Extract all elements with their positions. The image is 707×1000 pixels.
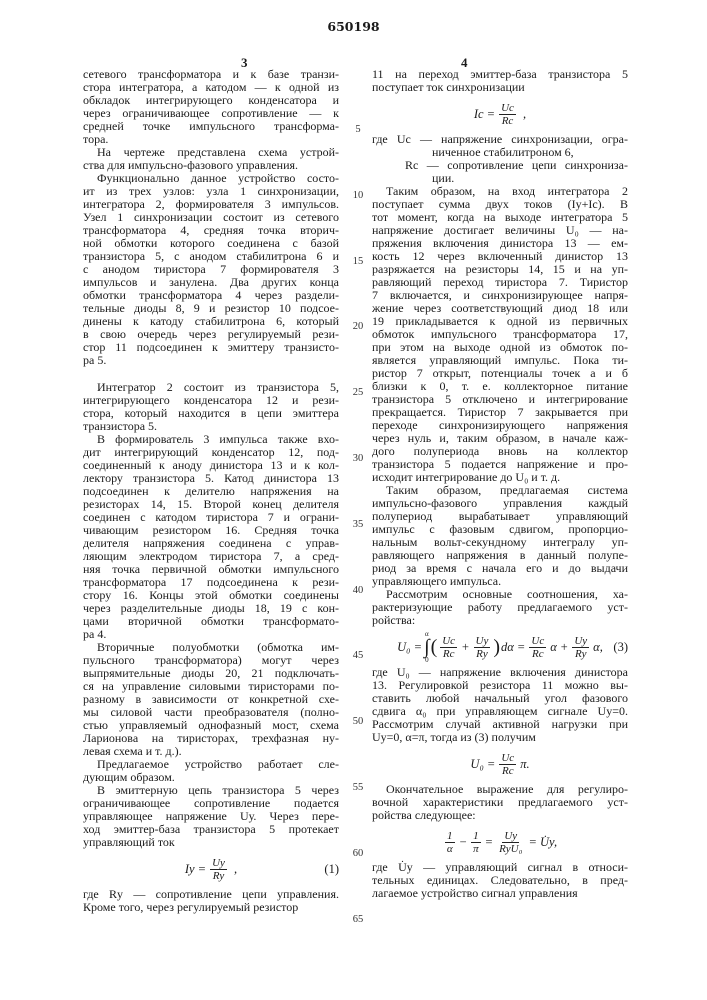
text-line: 11 на переход эмиттер-база транзистора 5 bbox=[372, 68, 628, 81]
text-line: лектору транзистора 5. Катод динистора 13 bbox=[83, 472, 339, 485]
fraction-numerator: 1 bbox=[471, 830, 481, 843]
text-line: динены к катоду стабилитрона 6, который bbox=[83, 315, 339, 328]
text-line: прекращается. Тиристор 7 закрывается при bbox=[372, 406, 628, 419]
text-paragraph bbox=[83, 758, 339, 784]
formula bbox=[83, 852, 339, 886]
text-line: Кроме того, через регулируемый резистор bbox=[83, 901, 339, 914]
formula-number: (3) bbox=[613, 641, 628, 654]
integral-sign bbox=[424, 630, 429, 664]
line-number: 45 bbox=[350, 650, 366, 661]
text-line: поступает сумма двух токов (Iу+Iс). В bbox=[372, 198, 628, 211]
text-line: Таким образом, предлагаемая система bbox=[372, 484, 628, 497]
text-line: тельных единицах. Следовательно, в пред- bbox=[372, 874, 628, 887]
fraction-denominator: Rс bbox=[530, 648, 546, 660]
text-line: обмотки трансформатора 4 через раздели- bbox=[83, 289, 339, 302]
text-line: Окончательное выражение для регулиро- bbox=[372, 783, 628, 796]
formula-number: (1) bbox=[324, 863, 339, 876]
text-line: 13. Регулировкой резистора 11 можно вы- bbox=[372, 679, 628, 692]
text-line: Рассмотрим случай активной нагрузки при bbox=[372, 718, 628, 731]
text-line: резисторах 14, 15. Второй конец делителя bbox=[83, 498, 339, 511]
line-number: 5 bbox=[350, 124, 366, 135]
formula bbox=[372, 630, 628, 664]
text-line: сетевого трансформатора и к базе транзи- bbox=[83, 68, 339, 81]
text-line: управляющего импульса. bbox=[372, 575, 628, 588]
definition-line: ции. bbox=[372, 172, 628, 185]
text-line: управляющий ток bbox=[83, 836, 339, 849]
text-line: риод за время с начала его и до выдачи bbox=[372, 562, 628, 575]
formula-paren: ) bbox=[493, 641, 500, 654]
text-paragraph bbox=[372, 588, 628, 627]
formula-text: = bbox=[485, 836, 493, 849]
text-paragraph bbox=[372, 484, 628, 588]
patent-number: 650198 bbox=[0, 19, 707, 34]
text-line: через нуль и, таким образом, в начале каж- bbox=[372, 432, 628, 445]
text-line: подсоединен к делителю напряжения на bbox=[83, 485, 339, 498]
text-line: стора интегратора, а катодом — к одной из bbox=[83, 81, 339, 94]
text-line: где U̇у — управляющий сигнал в относи- bbox=[372, 861, 628, 874]
text-line: полупериод вырабатывает управляющий bbox=[372, 510, 628, 523]
formula-fraction bbox=[471, 830, 481, 855]
line-number: 40 bbox=[350, 585, 366, 596]
formula-text: , bbox=[231, 863, 237, 876]
fraction-denominator: α bbox=[445, 843, 455, 855]
text-line: ставить любой начальный угол фазового bbox=[372, 692, 628, 705]
text-line: трансформатора 17 подсоединена к рези- bbox=[83, 576, 339, 589]
text-line: с анодом тиристора 7 формирователя 3 bbox=[83, 263, 339, 276]
text-line: ройства следующее: bbox=[372, 809, 628, 822]
text-line: Вторичные полуобмотки (обмотка им- bbox=[83, 641, 339, 654]
formula bbox=[372, 747, 628, 781]
text-line: Ларионова на тиристорах, трехфазная ну- bbox=[83, 732, 339, 745]
fraction-numerator: Uу bbox=[474, 635, 491, 648]
text-line: нальным вольт-секундному интегралу уп- bbox=[372, 536, 628, 549]
formula-text: U₀ = bbox=[397, 641, 422, 654]
fraction-denominator: RуU₀ bbox=[497, 843, 524, 855]
line-number: 20 bbox=[350, 321, 366, 332]
fraction-denominator: Rс bbox=[500, 765, 516, 777]
text-paragraph bbox=[83, 784, 339, 849]
fraction-denominator: Rс bbox=[500, 115, 516, 127]
text-line: переходе синхронизирующего напряжения bbox=[372, 419, 628, 432]
fraction-numerator: Uс bbox=[499, 102, 516, 115]
formula-fraction bbox=[497, 830, 524, 855]
text-line: вочной характеристики предлагаемого уст- bbox=[372, 796, 628, 809]
line-number: 25 bbox=[350, 387, 366, 398]
text-paragraph bbox=[83, 433, 339, 641]
text-line: делителя напряжения соединена с управ- bbox=[83, 537, 339, 550]
formula-text: U₀ = bbox=[470, 758, 495, 771]
text-line: импульс с фазовым сдвигом, пропорцио- bbox=[372, 523, 628, 536]
text-line: при этом на выходе одной из обмоток по- bbox=[372, 341, 628, 354]
fraction-denominator: Rс bbox=[441, 648, 457, 660]
text-line: обмоток импульсного трансформатора 17, bbox=[372, 328, 628, 341]
line-number: 55 bbox=[350, 782, 366, 793]
text-line: где Rу — сопротивление цепи управления. bbox=[83, 888, 339, 901]
text-line: сдвига α₀ при управляющем сигнале Uу=0. bbox=[372, 705, 628, 718]
text-line: тельные диоды 8, 9 и резистор 10 подсое- bbox=[83, 302, 339, 315]
text-line: кость 12 через включенный динистор 13 bbox=[372, 250, 628, 263]
text-paragraph bbox=[83, 381, 339, 433]
text-paragraph bbox=[372, 133, 628, 185]
fraction-numerator: 1 bbox=[445, 830, 455, 843]
text-line: трансформатора 4, средняя точка вторич- bbox=[83, 224, 339, 237]
formula-fraction bbox=[499, 102, 516, 127]
definition-line: где Uс — напряжение синхронизации, огра- bbox=[372, 133, 628, 146]
formula-text: + bbox=[461, 641, 469, 654]
text-line: 19 прикладывается к одной из первичных bbox=[372, 315, 628, 328]
text-line: близки к 0, т. е. коллекторное питание bbox=[372, 380, 628, 393]
line-number: 60 bbox=[350, 848, 366, 859]
left-column bbox=[83, 68, 339, 914]
integral-upper-limit: α bbox=[425, 630, 429, 638]
text-paragraph bbox=[83, 146, 339, 172]
formula-text: Iс = bbox=[474, 108, 495, 121]
text-line: ся на управление силовыми тиристорами по- bbox=[83, 680, 339, 693]
line-number: 65 bbox=[350, 914, 366, 925]
fraction-denominator: Rу bbox=[573, 648, 589, 660]
text-line: няя точка первичной обмотки импульсного bbox=[83, 563, 339, 576]
text-paragraph bbox=[372, 185, 628, 484]
line-number: 30 bbox=[350, 453, 366, 464]
text-line: разному в зависимости от конкретной схе- bbox=[83, 693, 339, 706]
text-line: В эмиттерную цепь транзистора 5 через bbox=[83, 784, 339, 797]
formula-text: , bbox=[520, 108, 526, 121]
fraction-numerator: Uу bbox=[572, 635, 589, 648]
integral-lower-limit: 0 bbox=[425, 656, 429, 664]
page-number-left: 3 bbox=[241, 55, 248, 71]
formula-fraction bbox=[529, 635, 546, 660]
text-line: выпрямительные диоды 20, 21 подключать- bbox=[83, 667, 339, 680]
formula-text: = U̇у, bbox=[528, 836, 557, 849]
fraction-denominator: Rу bbox=[474, 648, 490, 660]
text-line: тот момент, когда на выходе интегратора 5 bbox=[372, 211, 628, 224]
text-line: транзистора 5 отключено и интегрирование bbox=[372, 393, 628, 406]
text-line: Рассмотрим основные соотношения, ха- bbox=[372, 588, 628, 601]
formula-fraction bbox=[445, 830, 455, 855]
text-line: ляющим электродом тиристора 7, а сред- bbox=[83, 550, 339, 563]
fraction-denominator: π bbox=[471, 843, 481, 855]
line-number: 10 bbox=[350, 190, 366, 201]
text-line: средней точке импульсного трансформа- bbox=[83, 120, 339, 133]
text-line: стору 16. Концы этой обмотки соединены bbox=[83, 589, 339, 602]
formula-text: Iу = bbox=[185, 863, 206, 876]
text-line: стью управляемый однофазный мост, схема bbox=[83, 719, 339, 732]
fraction-numerator: Uс bbox=[440, 635, 457, 648]
text-paragraph bbox=[83, 888, 339, 914]
text-line: транзистора 5, с анодом стабилитрона 6 и bbox=[83, 250, 339, 263]
text-line: Таким образом, на вход интегратора 2 bbox=[372, 185, 628, 198]
text-line: Узел 1 синхронизации состоит из сетевого bbox=[83, 211, 339, 224]
text-paragraph bbox=[372, 68, 628, 94]
text-line: Интегратор 2 состоит из транзистора 5, bbox=[83, 381, 339, 394]
text-line: мы силовой части преобразователя (полно- bbox=[83, 706, 339, 719]
text-line: где U₀ — напряжение включения динистора bbox=[372, 666, 628, 679]
fraction-numerator: Uс bbox=[499, 752, 516, 765]
text-line: жение через соответствующий диод 18 или bbox=[372, 302, 628, 315]
text-line: ной обмотки которого соединена с базой bbox=[83, 237, 339, 250]
text-line: ра 5. bbox=[83, 354, 339, 367]
text-line: тора. bbox=[83, 133, 339, 146]
text-line: ройства: bbox=[372, 614, 628, 627]
text-line: в свою очередь через регулируемый рези- bbox=[83, 328, 339, 341]
text-paragraph bbox=[372, 783, 628, 822]
text-line: В формирователь 3 импульса также вхо- bbox=[83, 433, 339, 446]
text-line: ход эмиттер-база транзистора 5 протекает bbox=[83, 823, 339, 836]
line-number: 15 bbox=[350, 256, 366, 267]
text-line: На чертеже представлена схема устрой- bbox=[83, 146, 339, 159]
text-line: через разделительные диоды 18, 19 с кон- bbox=[83, 602, 339, 615]
text-line: интегратора 2, формирователя 3 импульсов. bbox=[83, 198, 339, 211]
formula-text: α, bbox=[593, 641, 603, 654]
text-line: дующим образом. bbox=[83, 771, 339, 784]
text-paragraph bbox=[83, 641, 339, 758]
text-line: пульсного трансформатора) могут через bbox=[83, 654, 339, 667]
formula bbox=[372, 825, 628, 859]
fraction-numerator: Uс bbox=[529, 635, 546, 648]
text-line: рактеризующие работу предлагаемого уст- bbox=[372, 601, 628, 614]
right-column bbox=[372, 68, 628, 900]
fraction-numerator: Uу bbox=[502, 830, 519, 843]
formula-fraction bbox=[210, 857, 227, 882]
text-line: транзистора 5 подается напряжение и про- bbox=[372, 458, 628, 471]
text-line: разряжается на резисторы 14, 15 и на уп- bbox=[372, 263, 628, 276]
definition-line: ниченное стабилитроном 6, bbox=[372, 146, 628, 159]
text-line: ристор 7 открыт, потенциалы точек а и б bbox=[372, 367, 628, 380]
text-line: равляющий переход тиристора 7. Тиристор bbox=[372, 276, 628, 289]
formula-fraction bbox=[440, 635, 457, 660]
text-line: через ограничивающее сопротивление — к bbox=[83, 107, 339, 120]
text-line: цами вторичной обмотки трансформато- bbox=[83, 615, 339, 628]
text-paragraph bbox=[372, 666, 628, 744]
text-paragraph bbox=[372, 861, 628, 900]
text-line: ра 4. bbox=[83, 628, 339, 641]
text-line: интегрирующего конденсатора 12 и рези- bbox=[83, 394, 339, 407]
text-line: импульсов и занулена. Два других конца bbox=[83, 276, 339, 289]
line-number: 50 bbox=[350, 716, 366, 727]
text-line: стор 11 подсоединен к эмиттеру транзисто- bbox=[83, 341, 339, 354]
text-line: лагаемое устройство сигнал управления bbox=[372, 887, 628, 900]
text-line: равляющего напряжения в данный полупе- bbox=[372, 549, 628, 562]
text-line: исходит интегрирование до U₀ и т. д. bbox=[372, 471, 628, 484]
text-line: соединен с катодом тиристора 7 и ограни- bbox=[83, 511, 339, 524]
line-number: 35 bbox=[350, 519, 366, 530]
text-line: является управляющий импульс. Пока ти- bbox=[372, 354, 628, 367]
text-line: управляющее напряжение Uу. Через пере- bbox=[83, 810, 339, 823]
formula-text: − bbox=[459, 836, 467, 849]
formula-text: α + bbox=[550, 641, 568, 654]
text-line: поступает ток синхронизации bbox=[372, 81, 628, 94]
text-line: чивающим резистором 16. Средняя точка bbox=[83, 524, 339, 537]
text-line: 7 включается, и синхронизирующее напря- bbox=[372, 289, 628, 302]
formula-text: dα = bbox=[501, 641, 525, 654]
text-line: Функционально данное устройство состо- bbox=[83, 172, 339, 185]
text-line: обкладок интегрирующего конденсатора и bbox=[83, 94, 339, 107]
text-line: импульсно-фазового управления каждый bbox=[372, 497, 628, 510]
text-line: напряжение достигает величины U₀ — на- bbox=[372, 224, 628, 237]
text-line: Предлагаемое устройство работает сле- bbox=[83, 758, 339, 771]
text-line: левая схема и т. д.). bbox=[83, 745, 339, 758]
formula-fraction bbox=[572, 635, 589, 660]
text-line: транзистора 5. bbox=[83, 420, 339, 433]
formula-fraction bbox=[474, 635, 491, 660]
text-line: соединенный к аноду динистора 13 и к кол- bbox=[83, 459, 339, 472]
text-line: ства для импульсно-фазового управления. bbox=[83, 159, 339, 172]
fraction-denominator: Rу bbox=[211, 870, 227, 882]
text-line: Uу=0, α=π, тогда из (3) получим bbox=[372, 731, 628, 744]
integral-symbol: ∫ bbox=[424, 638, 429, 656]
text-line: стора, который находится в цепи эмиттера bbox=[83, 407, 339, 420]
text-line: ит из трех узлов: узла 1 синхронизации, bbox=[83, 185, 339, 198]
text-line: пряжения включения динистора 13 — ем- bbox=[372, 237, 628, 250]
formula bbox=[372, 97, 628, 131]
definition-line: Rс — сопротивление цепи синхрониза- bbox=[372, 159, 628, 172]
fraction-numerator: Uу bbox=[210, 857, 227, 870]
text-line: дит интегрирующий конденсатор 12, под- bbox=[83, 446, 339, 459]
page-number-right: 4 bbox=[461, 55, 468, 71]
formula-paren: ( bbox=[431, 641, 438, 654]
text-line: дого полупериода вновь на коллектор bbox=[372, 445, 628, 458]
formula-text: π. bbox=[520, 758, 529, 771]
text-paragraph bbox=[83, 68, 339, 146]
formula-fraction bbox=[499, 752, 516, 777]
text-line: ограничивающее сопротивление подается bbox=[83, 797, 339, 810]
text-paragraph bbox=[83, 172, 339, 367]
